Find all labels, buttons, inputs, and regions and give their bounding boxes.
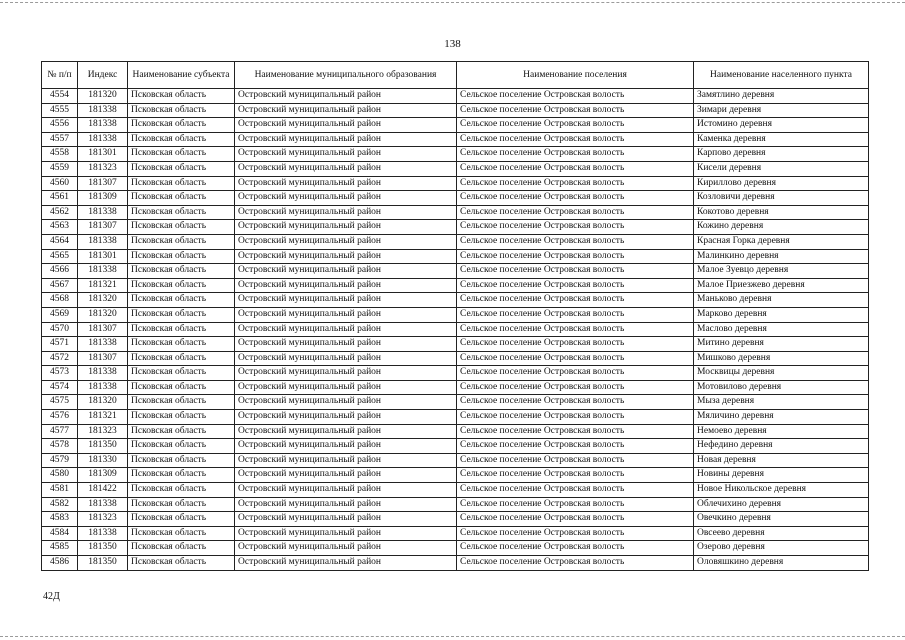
cell-index: 181320 (78, 395, 128, 410)
cell-subject: Псковская область (128, 483, 235, 498)
cell-index: 181320 (78, 89, 128, 104)
cell-settlement: Сельское поселение Островская волость (457, 264, 694, 279)
cell-subject: Псковская область (128, 307, 235, 322)
cell-subject: Псковская область (128, 205, 235, 220)
cell-settlement: Сельское поселение Островская волость (457, 395, 694, 410)
cell-index: 181309 (78, 191, 128, 206)
cell-locality: Красная Горка деревня (694, 234, 869, 249)
table-row (42, 234, 869, 249)
cell-num: 4566 (42, 264, 78, 279)
cell-municipality: Островский муниципальный район (235, 161, 457, 176)
cell-locality: Маслово деревня (694, 322, 869, 337)
cell-locality: Карпово деревня (694, 147, 869, 162)
cell-num: 4563 (42, 220, 78, 235)
cell-locality: Митино деревня (694, 337, 869, 352)
cell-index: 181338 (78, 118, 128, 133)
table-body (42, 89, 869, 571)
cell-municipality: Островский муниципальный район (235, 337, 457, 352)
cell-num: 4581 (42, 483, 78, 498)
cell-index: 181338 (78, 103, 128, 118)
cell-settlement: Сельское поселение Островская волость (457, 468, 694, 483)
cell-locality: Маньково деревня (694, 293, 869, 308)
cell-index: 181338 (78, 205, 128, 220)
cell-num: 4559 (42, 161, 78, 176)
cell-num: 4567 (42, 278, 78, 293)
footer-code: 42Д (43, 591, 60, 602)
cell-municipality: Островский муниципальный район (235, 351, 457, 366)
table-row (42, 468, 869, 483)
cell-settlement: Сельское поселение Островская волость (457, 278, 694, 293)
cell-settlement: Сельское поселение Островская волость (457, 176, 694, 191)
cell-index: 181350 (78, 541, 128, 556)
cell-index: 181321 (78, 410, 128, 425)
cell-subject: Псковская область (128, 278, 235, 293)
cell-index: 181307 (78, 351, 128, 366)
table-row (42, 366, 869, 381)
cell-municipality: Островский муниципальный район (235, 366, 457, 381)
header-index: Индекс (78, 62, 128, 89)
cell-settlement: Сельское поселение Островская волость (457, 497, 694, 512)
cell-municipality: Островский муниципальный район (235, 293, 457, 308)
cell-subject: Псковская область (128, 89, 235, 104)
cell-subject: Псковская область (128, 512, 235, 527)
cell-municipality: Островский муниципальный район (235, 497, 457, 512)
cell-settlement: Сельское поселение Островская волость (457, 556, 694, 571)
cell-num: 4586 (42, 556, 78, 571)
cell-locality: Истомино деревня (694, 118, 869, 133)
cell-locality: Новины деревня (694, 468, 869, 483)
cell-settlement: Сельское поселение Островская волость (457, 103, 694, 118)
cell-locality: Облечихино деревня (694, 497, 869, 512)
cell-index: 181323 (78, 512, 128, 527)
cell-municipality: Островский муниципальный район (235, 424, 457, 439)
cell-subject: Псковская область (128, 161, 235, 176)
cell-num: 4578 (42, 439, 78, 454)
table-row (42, 395, 869, 410)
table-row (42, 161, 869, 176)
cell-settlement: Сельское поселение Островская волость (457, 512, 694, 527)
cell-settlement: Сельское поселение Островская волость (457, 410, 694, 425)
cell-num: 4557 (42, 132, 78, 147)
table-row (42, 351, 869, 366)
cell-municipality: Островский муниципальный район (235, 89, 457, 104)
cell-locality: Кокотово деревня (694, 205, 869, 220)
cell-locality: Новая деревня (694, 453, 869, 468)
table-row (42, 103, 869, 118)
cell-locality: Новое Никольское деревня (694, 483, 869, 498)
page-number: 138 (444, 38, 461, 50)
cell-subject: Псковская область (128, 526, 235, 541)
cell-index: 181320 (78, 293, 128, 308)
cell-num: 4574 (42, 380, 78, 395)
cell-subject: Псковская область (128, 337, 235, 352)
cell-index: 181330 (78, 453, 128, 468)
cell-index: 181320 (78, 307, 128, 322)
cell-subject: Псковская область (128, 453, 235, 468)
localities-table (41, 61, 869, 571)
cell-locality: Мотовилово деревня (694, 380, 869, 395)
cell-index: 181301 (78, 147, 128, 162)
cell-num: 4561 (42, 191, 78, 206)
cell-index: 181338 (78, 234, 128, 249)
cell-subject: Псковская область (128, 410, 235, 425)
table-row (42, 191, 869, 206)
cell-subject: Псковская область (128, 103, 235, 118)
table-row (42, 293, 869, 308)
header-row (42, 62, 869, 89)
cell-subject: Псковская область (128, 497, 235, 512)
cell-num: 4570 (42, 322, 78, 337)
cell-municipality: Островский муниципальный район (235, 234, 457, 249)
cell-num: 4571 (42, 337, 78, 352)
cell-settlement: Сельское поселение Островская волость (457, 366, 694, 381)
cell-settlement: Сельское поселение Островская волость (457, 118, 694, 133)
table-row (42, 307, 869, 322)
cell-settlement: Сельское поселение Островская волость (457, 351, 694, 366)
cell-settlement: Сельское поселение Островская волость (457, 337, 694, 352)
cell-municipality: Островский муниципальный район (235, 103, 457, 118)
table-row (42, 337, 869, 352)
table-row (42, 424, 869, 439)
table-row (42, 322, 869, 337)
cell-settlement: Сельское поселение Островская волость (457, 191, 694, 206)
table-row (42, 512, 869, 527)
cell-subject: Псковская область (128, 424, 235, 439)
cell-subject: Псковская область (128, 249, 235, 264)
cell-subject: Псковская область (128, 191, 235, 206)
cell-num: 4579 (42, 453, 78, 468)
cell-index: 181323 (78, 424, 128, 439)
cell-municipality: Островский муниципальный район (235, 191, 457, 206)
cell-municipality: Островский муниципальный район (235, 541, 457, 556)
header-subject: Наименование субъекта (128, 62, 235, 89)
table-row (42, 147, 869, 162)
table-row (42, 278, 869, 293)
table-row (42, 483, 869, 498)
cell-settlement: Сельское поселение Островская волость (457, 220, 694, 235)
cell-locality: Овсеево деревня (694, 526, 869, 541)
cell-municipality: Островский муниципальный район (235, 468, 457, 483)
cell-municipality: Островский муниципальный район (235, 264, 457, 279)
cell-num: 4575 (42, 395, 78, 410)
cell-municipality: Островский муниципальный район (235, 483, 457, 498)
cell-locality: Мыза деревня (694, 395, 869, 410)
cell-num: 4560 (42, 176, 78, 191)
cell-num: 4576 (42, 410, 78, 425)
cell-settlement: Сельское поселение Островская волость (457, 161, 694, 176)
header-municipality: Наименование муниципального образования (235, 62, 457, 89)
cell-municipality: Островский муниципальный район (235, 526, 457, 541)
cell-subject: Псковская область (128, 234, 235, 249)
cell-settlement: Сельское поселение Островская волость (457, 453, 694, 468)
cell-subject: Псковская область (128, 395, 235, 410)
cell-municipality: Островский муниципальный район (235, 278, 457, 293)
cell-locality: Малое Зуевцо деревня (694, 264, 869, 279)
scan-edge-top (0, 2, 905, 3)
cell-municipality: Островский муниципальный район (235, 322, 457, 337)
table-row (42, 205, 869, 220)
table-row (42, 497, 869, 512)
cell-settlement: Сельское поселение Островская волость (457, 147, 694, 162)
cell-municipality: Островский муниципальный район (235, 220, 457, 235)
cell-num: 4555 (42, 103, 78, 118)
cell-settlement: Сельское поселение Островская волость (457, 322, 694, 337)
cell-index: 181323 (78, 161, 128, 176)
cell-index: 181338 (78, 366, 128, 381)
table-row (42, 439, 869, 454)
cell-locality: Овечкино деревня (694, 512, 869, 527)
cell-settlement: Сельское поселение Островская волость (457, 249, 694, 264)
table-row (42, 118, 869, 133)
cell-locality: Марково деревня (694, 307, 869, 322)
cell-locality: Кириллово деревня (694, 176, 869, 191)
cell-locality: Кисели деревня (694, 161, 869, 176)
cell-municipality: Островский муниципальный район (235, 249, 457, 264)
cell-num: 4565 (42, 249, 78, 264)
cell-locality: Оловяшкино деревня (694, 556, 869, 571)
cell-subject: Псковская область (128, 541, 235, 556)
cell-municipality: Островский муниципальный район (235, 410, 457, 425)
table-row (42, 220, 869, 235)
cell-subject: Псковская область (128, 147, 235, 162)
cell-locality: Мяличино деревня (694, 410, 869, 425)
cell-subject: Псковская область (128, 556, 235, 571)
table-header (42, 62, 869, 89)
cell-municipality: Островский муниципальный район (235, 205, 457, 220)
cell-index: 181307 (78, 322, 128, 337)
cell-num: 4569 (42, 307, 78, 322)
cell-num: 4554 (42, 89, 78, 104)
cell-settlement: Сельское поселение Островская волость (457, 424, 694, 439)
cell-settlement: Сельское поселение Островская волость (457, 307, 694, 322)
cell-num: 4583 (42, 512, 78, 527)
table-row (42, 541, 869, 556)
cell-num: 4577 (42, 424, 78, 439)
cell-subject: Псковская область (128, 468, 235, 483)
cell-subject: Псковская область (128, 439, 235, 454)
cell-num: 4585 (42, 541, 78, 556)
cell-num: 4582 (42, 497, 78, 512)
cell-subject: Псковская область (128, 322, 235, 337)
cell-num: 4572 (42, 351, 78, 366)
header-num: № п/п (42, 62, 78, 89)
cell-municipality: Островский муниципальный район (235, 453, 457, 468)
cell-settlement: Сельское поселение Островская волость (457, 526, 694, 541)
cell-num: 4558 (42, 147, 78, 162)
cell-index: 181307 (78, 220, 128, 235)
cell-locality: Москвицы деревня (694, 366, 869, 381)
cell-subject: Псковская область (128, 132, 235, 147)
cell-settlement: Сельское поселение Островская волость (457, 293, 694, 308)
cell-num: 4564 (42, 234, 78, 249)
cell-municipality: Островский муниципальный район (235, 147, 457, 162)
cell-municipality: Островский муниципальный район (235, 556, 457, 571)
cell-locality: Озерово деревня (694, 541, 869, 556)
table-row (42, 249, 869, 264)
cell-subject: Псковская область (128, 220, 235, 235)
cell-index: 181350 (78, 556, 128, 571)
cell-subject: Псковская область (128, 176, 235, 191)
cell-locality: Козловичи деревня (694, 191, 869, 206)
cell-municipality: Островский муниципальный район (235, 176, 457, 191)
cell-num: 4568 (42, 293, 78, 308)
cell-locality: Замятлино деревня (694, 89, 869, 104)
cell-municipality: Островский муниципальный район (235, 395, 457, 410)
cell-locality: Мишково деревня (694, 351, 869, 366)
table-row (42, 380, 869, 395)
cell-index: 181422 (78, 483, 128, 498)
cell-num: 4573 (42, 366, 78, 381)
cell-locality: Каменка деревня (694, 132, 869, 147)
table-row (42, 132, 869, 147)
cell-subject: Псковская область (128, 293, 235, 308)
cell-index: 181309 (78, 468, 128, 483)
cell-settlement: Сельское поселение Островская волость (457, 483, 694, 498)
cell-num: 4580 (42, 468, 78, 483)
cell-locality: Зимари деревня (694, 103, 869, 118)
table-row (42, 410, 869, 425)
cell-index: 181338 (78, 132, 128, 147)
cell-settlement: Сельское поселение Островская волость (457, 89, 694, 104)
cell-index: 181338 (78, 380, 128, 395)
scan-edge-bottom (0, 636, 905, 637)
cell-num: 4556 (42, 118, 78, 133)
cell-num: 4584 (42, 526, 78, 541)
cell-settlement: Сельское поселение Островская волость (457, 380, 694, 395)
table-row (42, 176, 869, 191)
cell-locality: Нефедино деревня (694, 439, 869, 454)
cell-index: 181321 (78, 278, 128, 293)
table-row (42, 556, 869, 571)
cell-index: 181350 (78, 439, 128, 454)
cell-municipality: Островский муниципальный район (235, 132, 457, 147)
cell-locality: Малое Приезжево деревня (694, 278, 869, 293)
cell-index: 181307 (78, 176, 128, 191)
cell-locality: Кожино деревня (694, 220, 869, 235)
cell-subject: Псковская область (128, 366, 235, 381)
cell-subject: Псковская область (128, 264, 235, 279)
cell-index: 181338 (78, 264, 128, 279)
table-row (42, 89, 869, 104)
cell-settlement: Сельское поселение Островская волость (457, 132, 694, 147)
cell-municipality: Островский муниципальный район (235, 118, 457, 133)
cell-settlement: Сельское поселение Островская волость (457, 205, 694, 220)
cell-settlement: Сельское поселение Островская волость (457, 541, 694, 556)
table-row (42, 453, 869, 468)
cell-index: 181338 (78, 526, 128, 541)
cell-index: 181338 (78, 337, 128, 352)
cell-subject: Псковская область (128, 118, 235, 133)
cell-index: 181301 (78, 249, 128, 264)
cell-subject: Псковская область (128, 351, 235, 366)
cell-municipality: Островский муниципальный район (235, 307, 457, 322)
cell-num: 4562 (42, 205, 78, 220)
cell-municipality: Островский муниципальный район (235, 380, 457, 395)
header-settlement: Наименование поселения (457, 62, 694, 89)
cell-subject: Псковская область (128, 380, 235, 395)
table-row (42, 526, 869, 541)
cell-settlement: Сельское поселение Островская волость (457, 439, 694, 454)
cell-municipality: Островский муниципальный район (235, 512, 457, 527)
cell-settlement: Сельское поселение Островская волость (457, 234, 694, 249)
cell-municipality: Островский муниципальный район (235, 439, 457, 454)
cell-locality: Малинкино деревня (694, 249, 869, 264)
header-locality: Наименование населенного пункта (694, 62, 869, 89)
cell-locality: Немоево деревня (694, 424, 869, 439)
cell-index: 181338 (78, 497, 128, 512)
table-row (42, 264, 869, 279)
